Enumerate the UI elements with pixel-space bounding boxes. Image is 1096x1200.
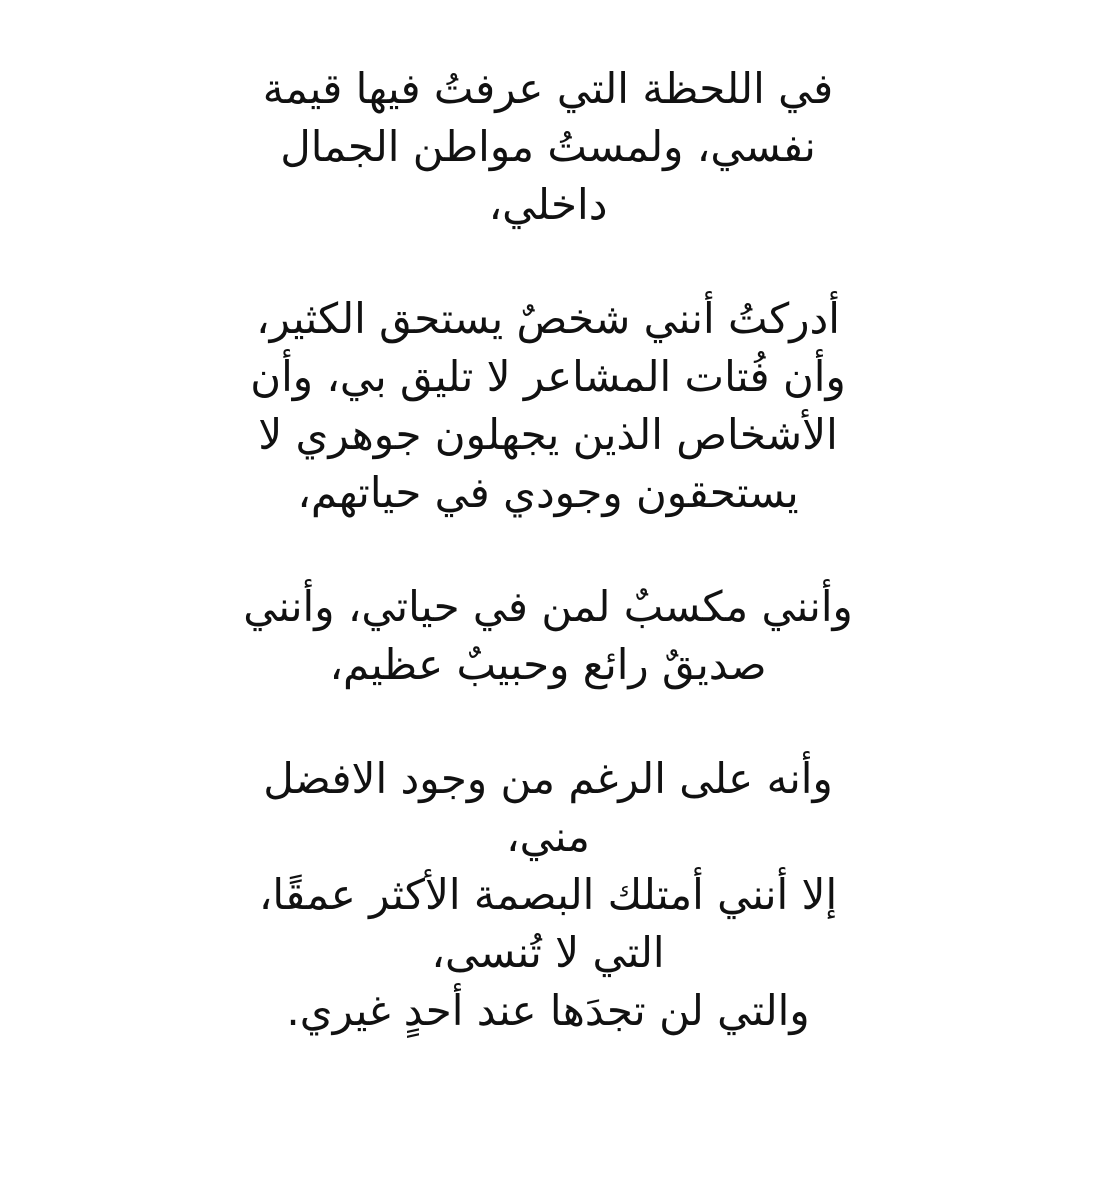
poem-line: إلا أنني أمتلك البصمة الأكثر عمقًا، <box>258 870 838 919</box>
poem-line: وأنني مكسبٌ لمن في حياتي، وأنني <box>243 582 853 631</box>
stanza-2 <box>200 290 896 522</box>
poem-line: وأنه على الرغم من وجود الافضل <box>263 754 833 803</box>
stanza-4 <box>200 750 896 1040</box>
poem-line: والتي لن تجدَها عند أحدٍ غيري. <box>286 986 810 1035</box>
poem-line: التي لا تُنسى، <box>431 928 665 977</box>
poem-line: نفسي، ولمستُ مواطن الجمال <box>280 122 816 171</box>
poem-line: وأن فُتات المشاعر لا تليق بي، وأن <box>250 352 846 401</box>
poem-line: في اللحظة التي عرفتُ فيها قيمة <box>262 64 834 113</box>
stanza-1 <box>200 60 896 234</box>
poem-line: داخلي، <box>488 180 608 229</box>
poem-line: يستحقون وجودي في حياتهم، <box>297 468 799 517</box>
poem-line: أدركتُ أنني شخصٌ يستحق الكثير، <box>256 294 840 343</box>
poem-text <box>200 60 896 1040</box>
poem-line: مني، <box>506 812 590 861</box>
poem-line: صديقٌ رائع وحبيبٌ عظيم، <box>329 640 767 689</box>
poem-line: الأشخاص الذين يجهلون جوهري لا <box>258 410 838 459</box>
stanza-3 <box>200 578 896 694</box>
